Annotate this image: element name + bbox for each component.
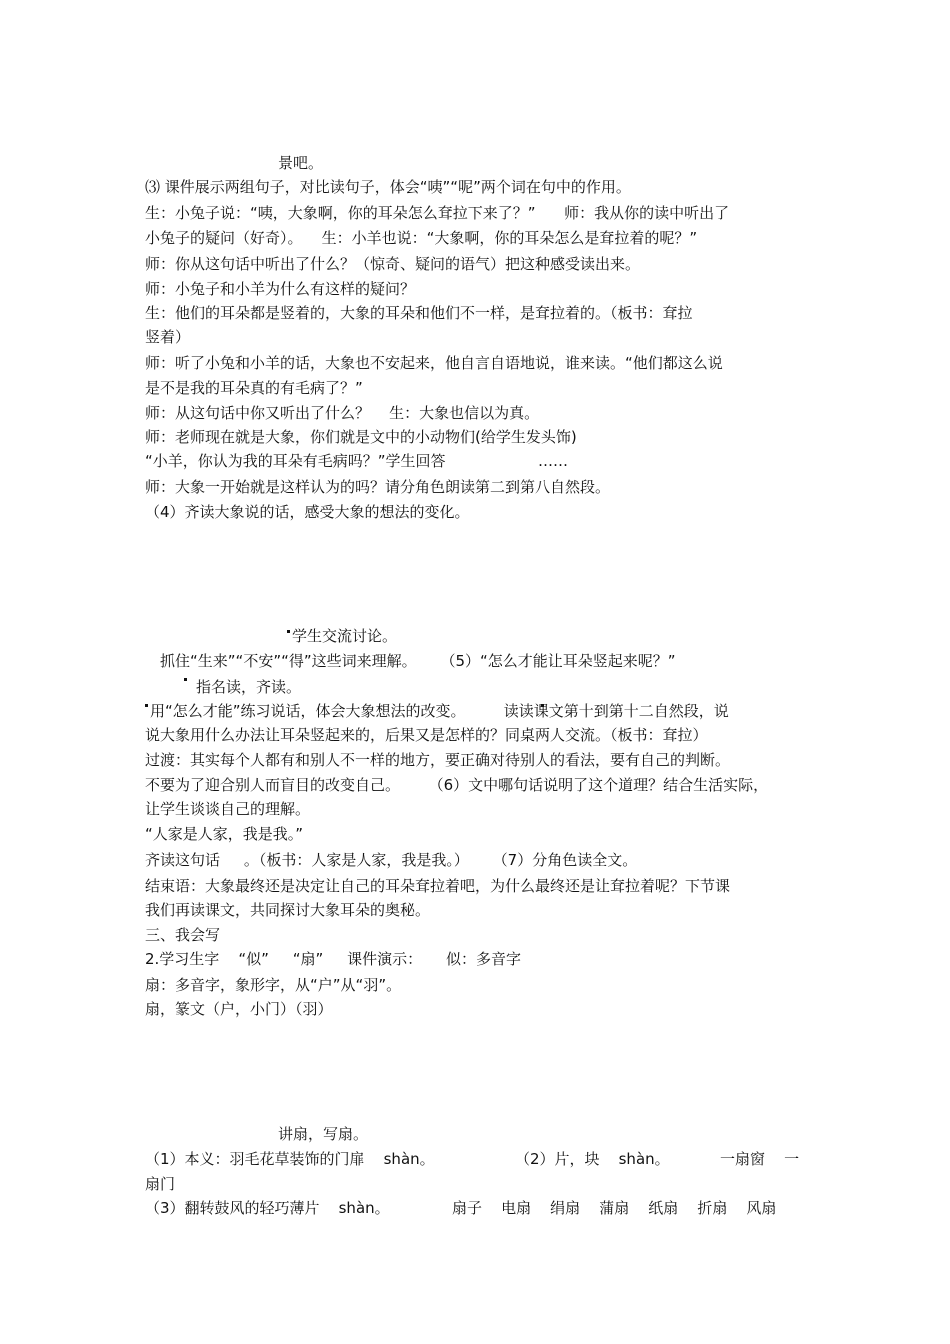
text-line: 生：他们的耳朵都是竖着的，大象的耳朵和他们不一样，是耷拉着的。（板书：耷拉 bbox=[145, 304, 693, 322]
bullet-dot bbox=[287, 630, 290, 633]
text-line: 说大象用什么办法让耳朵竖起来的，后果又是怎样的？同桌两人交流。（板书：耷拉） bbox=[145, 726, 708, 744]
bullet-dot bbox=[184, 678, 187, 681]
text-line: “小羊，你认为我的耳朵有毛病吗？”学生回答 bbox=[145, 452, 446, 470]
text-line: 是不是我的耳朵真的有毛病了？” bbox=[145, 379, 363, 397]
text-line: 师：大象一开始就是这样认为的吗？请分角色朗读第二到第八自然段。 bbox=[145, 478, 611, 496]
text-line: 结束语：大象最终还是决定让自己的耳朵耷拉着吧，为什么最终还是让耷拉着呢？下节课 bbox=[145, 877, 731, 895]
text-line: …… bbox=[538, 452, 568, 470]
text-line: 扇：多音字，象形字，从“户”从“羽”。 bbox=[145, 976, 402, 994]
text-line: 我们再读课文，共同探讨大象耳朵的奥秘。 bbox=[145, 901, 431, 919]
text-line: 竖着） bbox=[145, 328, 191, 346]
text-line: ⑶ 课件展示两组句子，对比读句子，体会“咦”“呢”两个词在句中的作用。 bbox=[145, 178, 631, 196]
text-line: 扇门 bbox=[145, 1175, 176, 1193]
text-line: （4）齐读大象说的话，感受大象的想法的变化。 bbox=[145, 503, 470, 521]
text-line: 讲扇，写扇。 bbox=[278, 1125, 369, 1143]
text-line: 齐读这句话 。（板书：人家是人家，我是我。） （7）分角色读全文。 bbox=[145, 851, 638, 869]
text-line: 让学生谈谈自己的理解。 bbox=[145, 800, 311, 818]
text-line: 师：你从这句话中听出了什么？（惊奇、疑问的语气）把这种感受读出来。 bbox=[145, 255, 641, 273]
text-line: 过渡：其实每个人都有和别人不一样的地方，要正确对待别人的看法，要有自己的判断。 bbox=[145, 751, 731, 769]
text-line: 2.学习生字 “似” “扇” 课件演示： 似：多音字 bbox=[145, 950, 521, 968]
text-line: 师：老师现在就是大象，你们就是文中的小动物们(给学生发头饰) bbox=[145, 428, 577, 446]
text-line: 扇子 电扇 绢扇 蒲扇 纸扇 折扇 风扇 bbox=[452, 1199, 777, 1217]
text-line: 指名读，齐读。 bbox=[196, 678, 302, 696]
text-line: 学生交流讨论。 bbox=[292, 627, 398, 645]
text-line: 师：小兔子和小羊为什么有这样的疑问？ bbox=[145, 280, 416, 298]
text-line: 不要为了迎合别人而盲目的改变自己。 （6）文中哪句话说明了这个道理？结合生活实际， bbox=[145, 776, 769, 794]
text-line: 小兔子的疑问（好奇）。 生：小羊也说：“大象啊，你的耳朵怎么是耷拉着的呢？” bbox=[145, 229, 698, 247]
bullet-dot bbox=[145, 704, 148, 707]
text-line: 师：听了小兔和小羊的话，大象也不安起来，他自言自语地说，谁来读。“他们都这么说 bbox=[145, 354, 723, 372]
text-line: 扇，篆文（户，小门）（羽） bbox=[145, 1000, 333, 1018]
text-line: 生：小兔子说：“咦，大象啊，你的耳朵怎么耷拉下来了？” 师：我从你的读中听出了 bbox=[145, 204, 730, 222]
text-line: “人家是人家，我是我。” bbox=[145, 825, 304, 843]
section-heading: 三、我会写 bbox=[145, 926, 221, 944]
text-line: 用“怎么才能”练习说话，体会大象想法的改变。 读读课文第十到第十二自然段，说 bbox=[150, 702, 729, 720]
text-line: 一扇窗 一 bbox=[720, 1150, 800, 1168]
text-line: 景吧。 bbox=[278, 154, 324, 172]
text-line: （2）片，块 shàn。 bbox=[515, 1150, 670, 1168]
text-line: 抓住“生来”“不安”“得”这些词来理解。 （5）“怎么才能让耳朵竖起来呢？” bbox=[160, 652, 676, 670]
text-line: 师：从这句话中你又听出了什么？ 生：大象也信以为真。 bbox=[145, 404, 540, 422]
text-line: （3）翻转鼓风的轻巧薄片 shàn。 bbox=[145, 1199, 390, 1217]
text-line: （1）本义：羽毛花草装饰的门扉 shàn。 bbox=[145, 1150, 435, 1168]
